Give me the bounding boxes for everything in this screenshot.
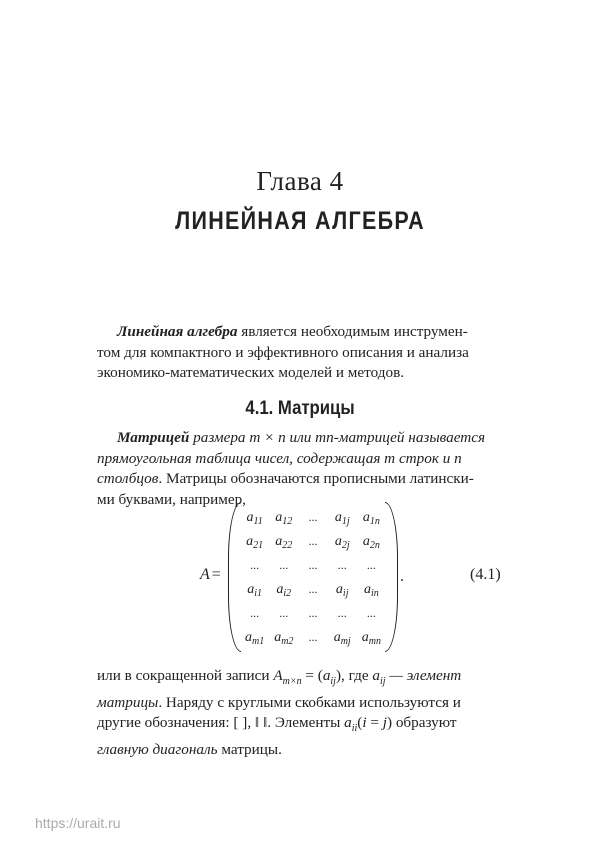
matrix-cell: $a_{1n}$ — [362, 510, 380, 527]
matrix-row — [240, 582, 386, 599]
definition-term: Матрицей — [117, 429, 190, 446]
chapter-title: ЛИНЕЙНАЯ АЛГЕБРА — [175, 207, 425, 235]
matrix-cell: ... — [250, 606, 260, 620]
matrix-cell: $a_{m1}$ — [244, 630, 265, 647]
right-parenthesis — [385, 502, 398, 652]
matrix-period: . — [400, 568, 404, 585]
matrix-cell: ... — [337, 606, 347, 620]
definition-paragraph: Матрицей размера m × n или mn-матрицей называется прямоугольная таблица чисел, содержащая m строк и n столбцов. Матрицы обозначаются прописными латински- ми буквами, например, — [97, 429, 486, 508]
matrix-cell: ... — [366, 558, 376, 572]
matrix-cell: ... — [308, 582, 318, 596]
matrix-cell: $a_{ij}$ — [335, 582, 349, 599]
matrix-cell: $a_{21}$ — [246, 534, 264, 551]
matrix-row — [240, 606, 386, 621]
watermark: https://urait.ru — [35, 815, 121, 831]
matrix-cell: ... — [337, 558, 347, 572]
matrix-cell: ... — [308, 534, 318, 548]
matrix-cell: $a_{12}$ — [275, 510, 293, 527]
matrix-cell: $a_{2n}$ — [362, 534, 380, 551]
matrix-cell: ... — [308, 606, 318, 620]
matrix-cell: $a_{22}$ — [275, 534, 293, 551]
matrix-row — [240, 510, 386, 527]
matrix-cell: ... — [308, 558, 318, 572]
matrix-cell: $a_{i1}$ — [247, 582, 262, 599]
matrix-4-1 — [228, 502, 398, 650]
matrix-row — [240, 558, 386, 573]
matrix-cell: $a_{mn}$ — [361, 630, 382, 647]
matrix-cell: ... — [366, 606, 376, 620]
matrix-row — [240, 534, 386, 551]
matrix-cell: ... — [279, 558, 289, 572]
matrix-row — [240, 630, 386, 647]
matrix-cell: $a_{11}$ — [246, 510, 263, 527]
after-paragraph: или в сокращенной записи $A_{m\times n} = (a_{ij})$, где $a_{ij}$ — элемент матрицы. Наряду с круглыми скобками используются и другие обозначения: [ ], ‖ ‖. Элементы $a_{ii}(i = j)$ образуют главную диагональ матрицы. — [97, 667, 462, 758]
matrix-cell: $a_{mj}$ — [333, 630, 351, 647]
intro-term: Линейная алгебра — [117, 323, 238, 340]
equation-number: (4.1) — [470, 566, 501, 583]
matrix-cell: $a_{2j}$ — [334, 534, 350, 551]
matrix-cell: ... — [308, 630, 318, 644]
matrix-cell: ... — [250, 558, 260, 572]
matrix-cell: ... — [279, 606, 289, 620]
chapter-label: Глава 4 — [256, 166, 344, 196]
section-title: 4.1. Матрицы — [245, 398, 355, 419]
matrix-cell: $a_{in}$ — [364, 582, 379, 599]
matrix-cell: $a_{1j}$ — [334, 510, 350, 527]
matrix-cell: $a_{m2}$ — [274, 630, 294, 647]
matrix-cell: ... — [308, 510, 318, 524]
matrix-lhs: A = — [200, 566, 221, 583]
matrix-cell: $a_{i2}$ — [276, 582, 292, 599]
intro-paragraph: Линейная алгебра является необходимым инструмен- том для компактного и эффективного описания и анализа экономико-математических моделей и методов. — [97, 323, 469, 381]
